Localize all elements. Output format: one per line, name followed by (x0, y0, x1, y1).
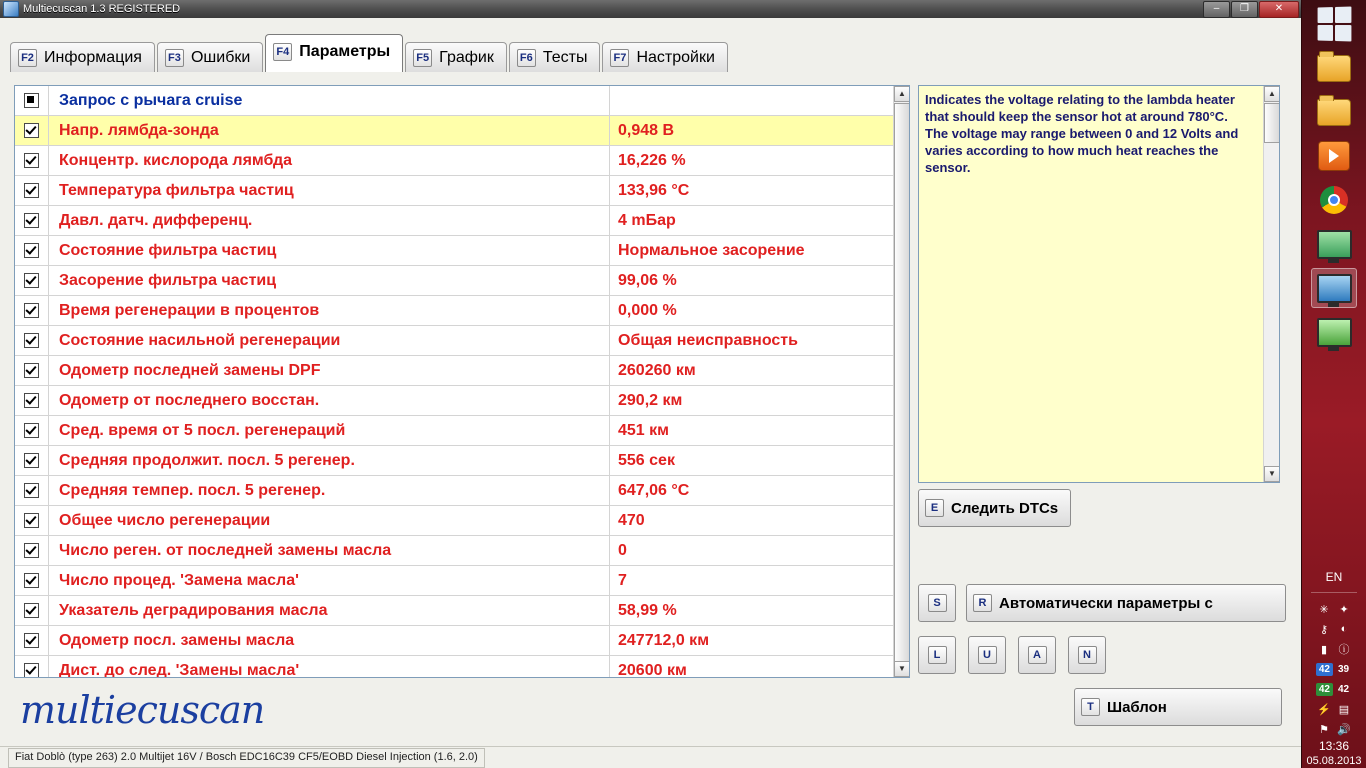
key-r: R (973, 594, 992, 612)
minimize-button[interactable]: – (1203, 1, 1230, 18)
table-row[interactable] (15, 566, 894, 596)
tab-strip (10, 32, 1292, 72)
parameter-value: 647,06 °C (609, 476, 894, 506)
parameters-table[interactable] (14, 85, 910, 678)
power-icon[interactable]: ⚡ (1317, 703, 1331, 716)
media-play-icon (1318, 141, 1350, 171)
row-checkbox-cell[interactable] (15, 416, 49, 446)
parameter-value: 0,000 % (609, 296, 894, 326)
tray-language[interactable]: EN (1325, 570, 1343, 584)
system-tray (1302, 568, 1366, 768)
parameter-value: 20600 км (609, 656, 894, 679)
parameter-name: Температура фильтра частиц (59, 181, 294, 199)
unselect-button[interactable] (968, 636, 1006, 674)
row-checkbox-cell[interactable] (15, 596, 49, 626)
checkbox-icon[interactable] (24, 363, 39, 378)
parameter-value: 0,948 В (609, 116, 894, 146)
table-row[interactable] (15, 116, 894, 146)
parameter-value: 247712,0 км (609, 626, 894, 656)
tab-label-nastroyki: Настройки (636, 48, 715, 66)
load-button[interactable] (918, 636, 956, 674)
follow-dtcs-label: Следить DTCs (951, 499, 1059, 517)
key-t: T (1081, 698, 1100, 716)
taskbar-item-explorer-1[interactable] (1311, 48, 1357, 88)
row-checkbox-cell[interactable] (15, 626, 49, 656)
tab-key-f6: F6 (517, 49, 536, 67)
table-row[interactable] (15, 326, 894, 356)
parameter-value: 7 (609, 566, 894, 596)
row-checkbox-cell[interactable] (15, 236, 49, 266)
row-checkbox-cell[interactable] (15, 536, 49, 566)
parameter-value: Нормальное засорение (609, 236, 894, 266)
tab-informaciya[interactable] (10, 42, 155, 72)
tab-testy[interactable] (509, 42, 601, 72)
row-checkbox-cell[interactable] (15, 446, 49, 476)
key-l: L (928, 646, 947, 664)
table-row[interactable] (15, 176, 894, 206)
parameter-name: Средняя темпер. посл. 5 регенер. (59, 481, 326, 499)
template-label: Шаблон (1107, 698, 1167, 716)
table-row[interactable] (15, 236, 894, 266)
scroll-thumb[interactable] (894, 103, 910, 663)
tray-badge-3[interactable]: 42 (1316, 683, 1333, 696)
parameter-name: Указатель деградирования масла (59, 601, 328, 619)
parameter-value: 133,96 °C (609, 176, 894, 206)
parameter-name: Одометр последней замены DPF (59, 361, 321, 379)
window-title: Multiecuscan 1.3 REGISTERED (23, 3, 181, 15)
app-icon (3, 1, 19, 17)
folder-icon (1317, 99, 1351, 126)
monitor-green2-icon (1317, 318, 1352, 347)
row-checkbox-cell[interactable] (15, 116, 49, 146)
template-button[interactable] (1074, 688, 1282, 726)
taskbar-item-chrome[interactable] (1311, 180, 1357, 220)
tab-grafik[interactable] (405, 42, 507, 72)
parameter-name: Число реген. от последней замены масла (59, 541, 392, 559)
flag-icon[interactable]: ⚑ (1319, 723, 1329, 736)
row-checkbox-cell[interactable] (15, 656, 49, 679)
table-row[interactable] (15, 206, 894, 236)
checkbox-icon[interactable] (24, 213, 39, 228)
table-row[interactable] (15, 416, 894, 446)
row-checkbox-cell[interactable] (15, 146, 49, 176)
row-checkbox-cell[interactable] (15, 326, 49, 356)
checkbox-icon[interactable] (24, 393, 39, 408)
tab-label-informaciya: Информация (44, 48, 142, 66)
chrome-icon (1320, 186, 1348, 214)
chart-icon[interactable]: ▤ (1338, 703, 1350, 716)
checkbox-icon[interactable] (24, 123, 39, 138)
checkbox-icon[interactable] (24, 243, 39, 258)
parameter-name: Состояние фильтра частиц (59, 241, 277, 259)
tab-parametry[interactable] (265, 34, 403, 72)
bluetooth-icon-2[interactable]: ✦ (1339, 603, 1349, 616)
table-row[interactable] (15, 656, 894, 678)
key-s: S (928, 594, 947, 612)
parameter-value: 556 сек (609, 446, 894, 476)
row-checkbox-cell[interactable] (15, 86, 49, 116)
parameters-rows (15, 86, 894, 678)
tab-key-f2: F2 (18, 49, 37, 67)
help-scroll-down-icon[interactable]: ▼ (1264, 466, 1280, 482)
table-row[interactable] (15, 446, 894, 476)
checkbox-icon[interactable] (24, 153, 39, 168)
help-scrollbar[interactable] (1263, 86, 1279, 482)
volume-icon[interactable]: 🔊 (1337, 723, 1351, 736)
parameter-name: Концентр. кислорода лямбда (59, 151, 293, 169)
info-icon[interactable]: ⓘ (1338, 644, 1350, 656)
parameter-value: 58,99 % (609, 596, 894, 626)
help-scroll-up-icon[interactable]: ▲ (1264, 86, 1280, 102)
taskbar-item-media-player[interactable] (1311, 136, 1357, 176)
table-row[interactable] (15, 626, 894, 656)
table-row[interactable] (15, 266, 894, 296)
key-u: U (978, 646, 997, 664)
auto-parameters-label: Автоматически параметры с (999, 594, 1213, 612)
checkbox-icon[interactable] (24, 603, 39, 618)
taskbar-item-remote-3[interactable] (1311, 312, 1357, 352)
parameter-name: Время регенерации в процентов (59, 301, 320, 319)
scroll-down-icon[interactable]: ▼ (894, 661, 910, 677)
multiecuscan-logo: multiecuscan (20, 688, 265, 732)
table-row[interactable] (15, 536, 894, 566)
select-none-button[interactable] (1068, 636, 1106, 674)
parameter-name: Напр. лямбда-зонда (59, 121, 219, 139)
tab-label-parametry: Параметры (299, 43, 391, 60)
tab-key-f7: F7 (610, 49, 629, 67)
tab-key-f5: F5 (413, 49, 432, 67)
monitor-green-icon (1317, 230, 1352, 259)
auto-parameters-button[interactable] (966, 584, 1286, 622)
parameter-value: 451 км (609, 416, 894, 446)
row-checkbox-cell[interactable] (15, 566, 49, 596)
table-row[interactable] (15, 356, 894, 386)
folder-icon (1317, 55, 1351, 82)
row-checkbox-cell[interactable] (15, 506, 49, 536)
checkbox-icon[interactable] (24, 543, 39, 558)
parameter-name: Одометр посл. замены масла (59, 631, 295, 649)
parameters-scrollbar[interactable] (893, 86, 909, 677)
table-row[interactable] (15, 596, 894, 626)
checkbox-icon[interactable] (24, 423, 39, 438)
tray-row-2 (1302, 619, 1366, 639)
tab-oshibki[interactable] (157, 42, 263, 72)
parameter-name: Давл. датч. дифференц. (59, 211, 253, 229)
parameter-name: Состояние насильной регенерации (59, 331, 341, 349)
help-text: Indicates the voltage relating to the lambda heater that should keep the sensor hot at around 780°C. The voltage may range between 0 and 12 Volts and varies according to how much heat reaches the sensor. (925, 92, 1239, 175)
parameter-value: 99,06 % (609, 266, 894, 296)
parameter-name: Засорение фильтра частиц (59, 271, 277, 289)
parameter-value (609, 86, 894, 116)
status-vehicle: Fiat Doblò (type 263) 2.0 Multijet 16V / Bosch EDC16C39 CF5/EOBD Diesel Injection (1.6, 2.0) (8, 748, 485, 768)
checkbox-icon[interactable] (24, 663, 39, 678)
parameter-name: Одометр от последнего восстан. (59, 391, 320, 409)
checkbox-icon[interactable] (24, 483, 39, 498)
taskbar (1301, 0, 1366, 768)
save-config-button[interactable] (918, 584, 956, 622)
parameter-value: 4 mБар (609, 206, 894, 236)
key-e: E (925, 499, 944, 517)
checkbox-icon[interactable] (24, 453, 39, 468)
tab-key-f4: F4 (273, 43, 292, 61)
parameter-value: Общая неисправность (609, 326, 894, 356)
close-button[interactable]: ✕ (1259, 1, 1299, 18)
scroll-up-icon[interactable]: ▲ (894, 86, 910, 102)
maximize-button[interactable]: ❐ (1231, 1, 1258, 18)
help-panel (918, 85, 1280, 483)
parameter-value: 470 (609, 506, 894, 536)
help-scroll-thumb[interactable] (1264, 103, 1280, 143)
tray-clock[interactable]: 13:36 (1318, 739, 1350, 753)
tray-divider (1311, 592, 1357, 593)
checkbox-icon[interactable] (24, 633, 39, 648)
windows-start-icon (1318, 6, 1352, 41)
parameter-value: 290,2 км (609, 386, 894, 416)
tab-label-oshibki: Ошибки (190, 48, 251, 66)
checkbox-icon[interactable] (24, 303, 39, 318)
title-bar (0, 0, 1302, 18)
taskbar-item-remote-2[interactable] (1311, 268, 1357, 308)
taskbar-item-remote-1[interactable] (1311, 224, 1357, 264)
key-icon[interactable]: ⚷ (1319, 623, 1329, 636)
key-n: N (1078, 646, 1097, 664)
tab-label-grafik: График (439, 48, 494, 66)
battery-icon[interactable]: ▮ (1320, 643, 1328, 656)
parameter-name: Дист. до след. 'Замены масла' (59, 661, 300, 678)
row-checkbox-cell[interactable] (15, 176, 49, 206)
tray-row-5 (1302, 679, 1366, 699)
row-checkbox-cell[interactable] (15, 296, 49, 326)
follow-dtcs-button[interactable] (918, 489, 1071, 527)
select-all-button[interactable] (1018, 636, 1056, 674)
checkbox-icon[interactable] (24, 333, 39, 348)
monitor-blue-icon (1317, 274, 1352, 303)
row-checkbox-cell[interactable] (15, 206, 49, 236)
tab-label-testy: Тесты (542, 48, 588, 66)
tray-date[interactable]: 05.08.2013 (1306, 755, 1362, 767)
row-checkbox-cell[interactable] (15, 386, 49, 416)
tray-row-3 (1302, 639, 1366, 659)
row-checkbox-cell[interactable] (15, 476, 49, 506)
network-icon[interactable]: ◐ (1340, 623, 1348, 635)
row-checkbox-cell[interactable] (15, 266, 49, 296)
table-row[interactable] (15, 506, 894, 536)
tab-key-f3: F3 (165, 49, 184, 67)
parameter-value: 0 (609, 536, 894, 566)
tray-row-4 (1302, 659, 1366, 679)
tray-badge-1[interactable]: 42 (1316, 663, 1333, 676)
tray-badge-2[interactable]: 39 (1338, 663, 1350, 675)
table-row[interactable] (15, 386, 894, 416)
parameter-name: Запрос с рычага cruise (59, 91, 243, 109)
taskbar-item-explorer-2[interactable] (1311, 92, 1357, 132)
table-row[interactable] (15, 86, 894, 116)
key-a: A (1028, 646, 1047, 664)
tray-row-7 (1302, 719, 1366, 739)
tray-badge-4[interactable]: 42 (1338, 683, 1350, 695)
parameter-name: Средняя продолжит. посл. 5 регенер. (59, 451, 355, 469)
start-button[interactable] (1311, 4, 1357, 44)
parameter-name: Сред. время от 5 посл. регенераций (59, 421, 346, 439)
checkbox-icon[interactable] (24, 573, 39, 588)
checkbox-icon[interactable] (24, 93, 39, 108)
table-row[interactable] (15, 476, 894, 506)
table-row[interactable] (15, 146, 894, 176)
parameter-value: 260260 км (609, 356, 894, 386)
parameter-value: 16,226 % (609, 146, 894, 176)
tray-row-1 (1302, 599, 1366, 619)
tab-nastroyki[interactable] (602, 42, 727, 72)
checkbox-icon[interactable] (24, 273, 39, 288)
row-checkbox-cell[interactable] (15, 356, 49, 386)
parameter-name: Число процед. 'Замена масла' (59, 571, 299, 589)
status-bar (0, 746, 1302, 768)
checkbox-icon[interactable] (24, 183, 39, 198)
table-row[interactable] (15, 296, 894, 326)
checkbox-icon[interactable] (24, 513, 39, 528)
bluetooth-icon[interactable]: ✳ (1319, 603, 1329, 616)
parameter-name: Общее число регенерации (59, 511, 271, 529)
tray-row-6 (1302, 699, 1366, 719)
